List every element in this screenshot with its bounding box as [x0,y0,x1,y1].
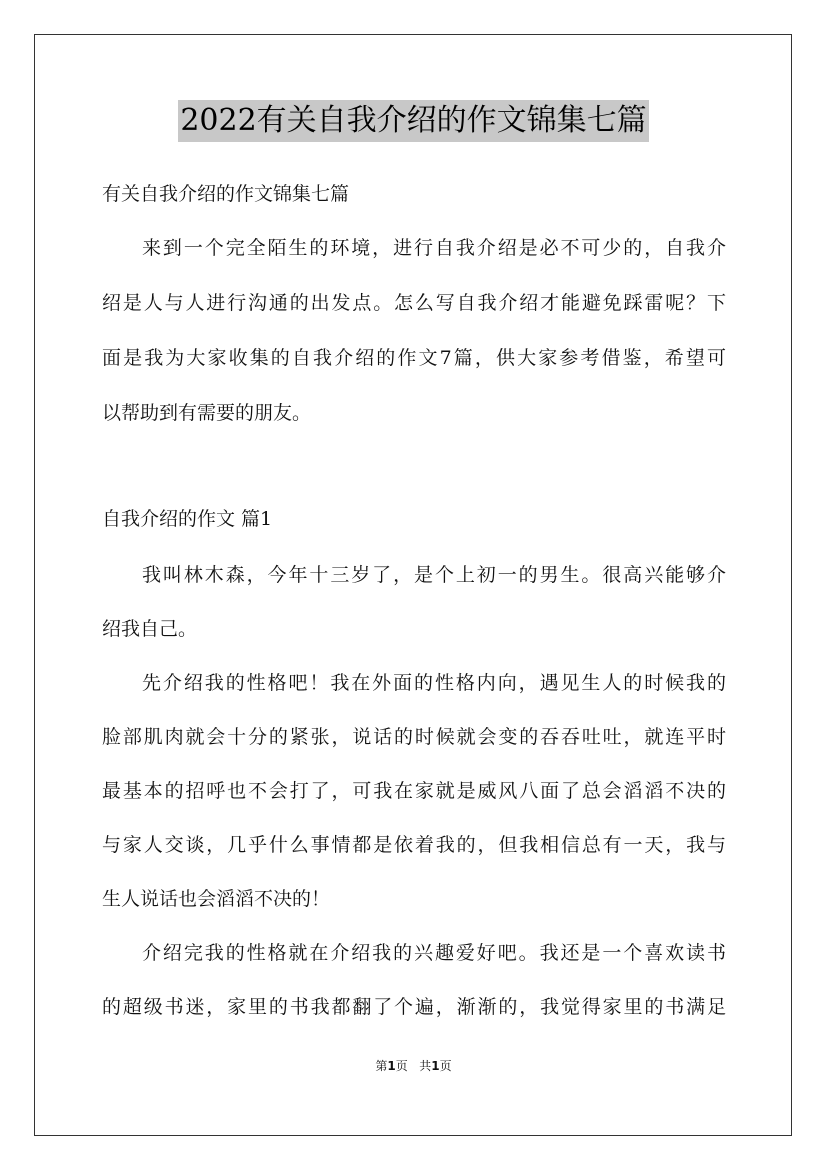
section-heading: 自我介绍的作文 篇1 [102,508,273,530]
intro-line: 以帮助到有需要的朋友。 [102,402,312,424]
total-prefix: 共 [419,1059,432,1073]
paragraph-line: 先介绍我的性格吧！我在外面的性格内向，遇见生人的时候我的 [142,672,726,694]
total-suffix: 页 [439,1059,452,1073]
total-pages: 1 [431,1059,440,1073]
paragraph-line: 与家人交谈，几乎什么事情都是依着我的，但我相信总有一天，我与 [102,834,726,856]
page-footer [0,1057,827,1074]
page-number: 1 [387,1059,396,1073]
paragraph-line: 介绍完我的性格就在介绍我的兴趣爱好吧。我还是一个喜欢读书 [142,942,726,964]
page-prefix: 第 [375,1059,388,1073]
intro-line: 绍是人与人进行沟通的出发点。怎么写自我介绍才能避免踩雷呢？下 [102,292,726,314]
intro-line: 来到一个完全陌生的环境，进行自我介绍是必不可少的，自我介 [142,237,726,259]
document-subtitle: 有关自我介绍的作文锦集七篇 [102,183,350,205]
intro-line: 面是我为大家收集的自我介绍的作文7篇，供大家参考借鉴，希望可 [102,347,726,369]
document-title: 2022有关自我介绍的作文锦集七篇 [178,100,648,142]
paragraph-line: 生人说话也会滔滔不决的！ [102,888,331,910]
page-suffix: 页 [395,1059,408,1073]
paragraph-line: 绍我自己。 [102,618,198,640]
paragraph-line: 脸部肌肉就会十分的紧张，说话的时候就会变的吞吞吐吐，就连平时 [102,726,726,748]
title-container [0,100,827,142]
paragraph-line: 的超级书迷，家里的书我都翻了个遍，渐渐的，我觉得家里的书满足 [102,996,726,1018]
paragraph-line: 我叫林木森，今年十三岁了，是个上初一的男生。很高兴能够介 [142,564,726,586]
paragraph-line: 最基本的招呼也不会打了，可我在家就是威风八面了总会滔滔不决的 [102,780,726,802]
